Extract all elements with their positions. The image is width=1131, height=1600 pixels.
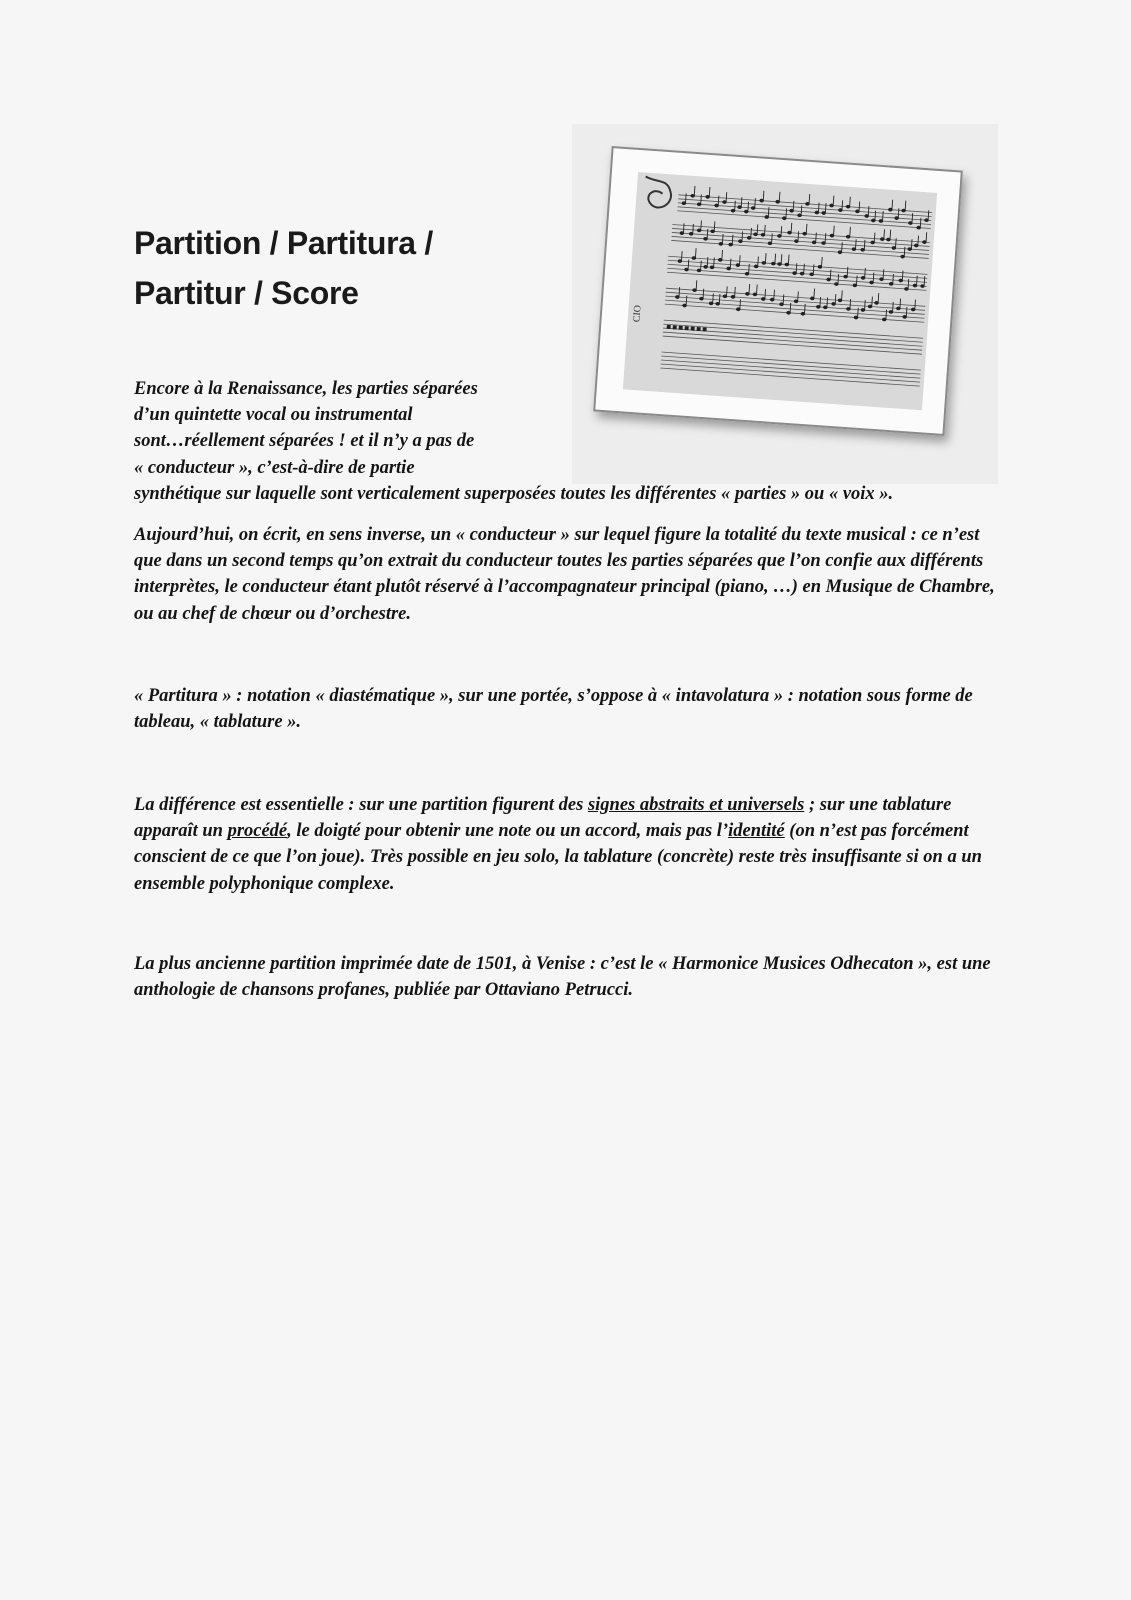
paragraph-partitura: « Partitura » : notation « diastématique », sur une portée, s’oppose à « intavolatura » : notation sous forme de tableau, « tablature ». (134, 686, 973, 733)
page-title (134, 218, 554, 318)
p1-line-5: synthétique sur laquelle sont verticalement superposées toutes les différentes « parties » ou « voix ». (134, 483, 894, 504)
p1-line-2: d’un quintette vocal ou instrumental (134, 405, 413, 426)
paragraph-difference (134, 792, 1000, 897)
paragraph-conducteur: Aujourd’hui, on écrit, en sens inverse, un « conducteur » sur lequel figure la totalité du texte musical : ce n’est que dans un second temps qu’on extrait du conducteur toutes les parties séparées que l’on confie aux différents interprètes, le conducteur étant plutôt réservé à l’accompagnateur principal (piano, …) en Musique de Chambre, ou au chef de chœur ou d’orchestre. (134, 525, 995, 624)
p4-text-c: ; sur une tablature apparaît un (134, 795, 952, 842)
p4-text-e: , le doigté pour obtenir une note ou un accord, mais pas l’ (287, 821, 729, 842)
p4-text-a: La différence est essentielle : sur une partition figurent des (134, 795, 588, 815)
title-line-2: Partitur / Score (134, 275, 359, 311)
paragraph-odhecaton: La plus ancienne partition imprimée date de 1501, à Venise : c’est le « Harmonice Musices Odhecaton », est une anthologie de chansons profanes, publiée par Ottaviano Petrucci. (134, 954, 991, 1001)
p4-underlined-procede: procédé (227, 821, 288, 842)
p4-text-g: (on n’est pas forcément conscient de ce que l’on joue). Très possible en jeu solo, la tablature (concrète) reste très insuffisante si on a un ensemble polyphonique complexe. (134, 821, 982, 894)
p1-line-3: sont…réellement séparées ! et il n’y a pas de (134, 431, 475, 452)
title-line-1: Partition / Partitura / (134, 225, 433, 261)
svg-text:CIO: CIO (631, 304, 644, 323)
p4-underlined-signes: signes abstraits et universels (587, 795, 805, 815)
music-score-icon (623, 172, 937, 410)
p4-underlined-identite: identité (728, 821, 785, 842)
p1-line-4: « conducteur », c’est-à-dire de partie (134, 457, 415, 478)
p1-line-1: Encore à la Renaissance, les parties séparées (134, 379, 478, 399)
paragraph-renaissance (134, 376, 998, 507)
